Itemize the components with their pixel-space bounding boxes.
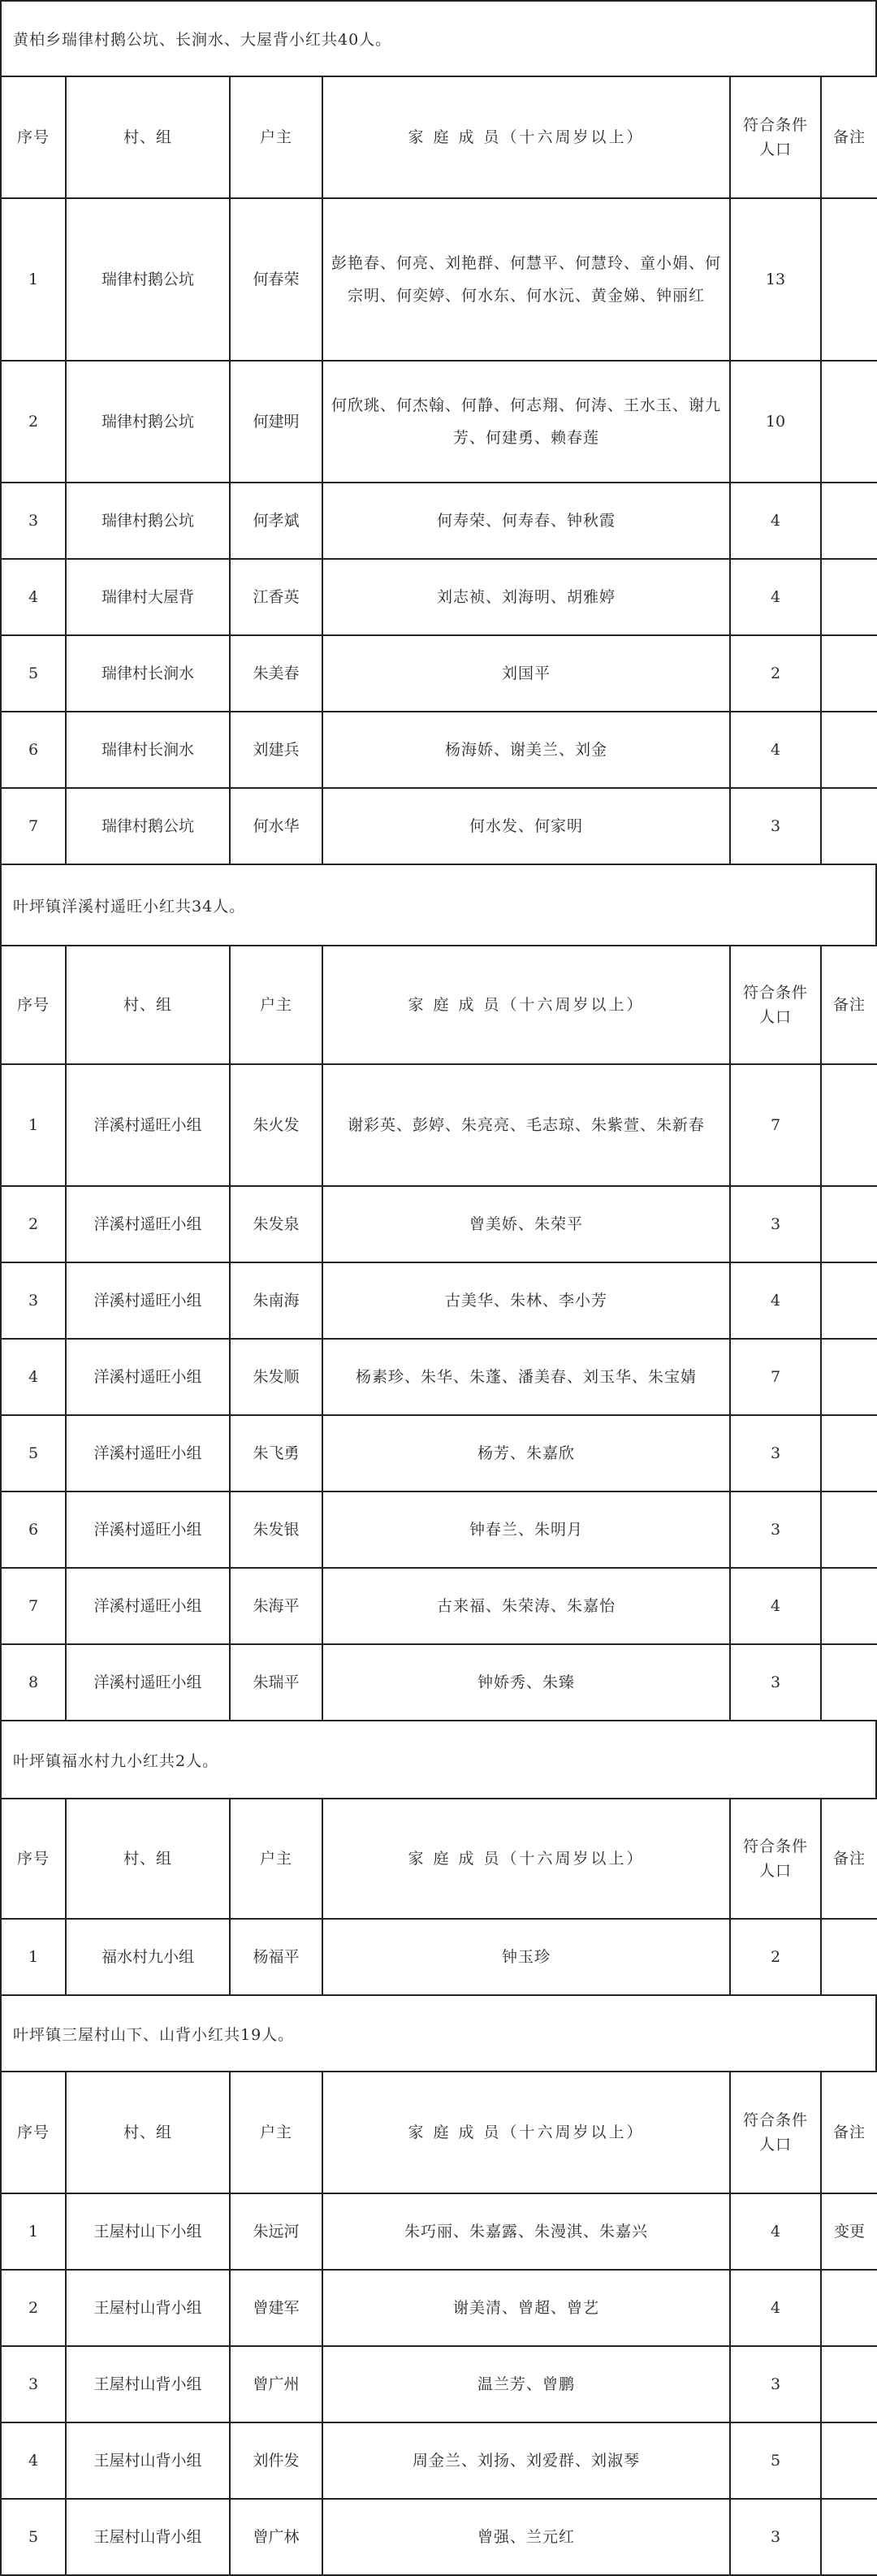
cell-village-group: 王屋村山背小组 — [66, 2346, 230, 2422]
cell-householder: 朱瑞平 — [230, 1644, 322, 1721]
header-village-group: 村、组 — [66, 946, 230, 1064]
table-row — [1, 1064, 877, 1186]
table-row — [1, 2346, 877, 2422]
cell-index: 4 — [1, 2422, 66, 2499]
cell-remarks — [821, 1186, 877, 1262]
cell-eligible: 4 — [730, 1262, 821, 1339]
cell-remarks — [821, 1568, 877, 1644]
cell-remarks — [821, 1491, 877, 1568]
header-eligible: 符合条件人口 — [730, 1799, 821, 1919]
cell-index: 1 — [1, 198, 66, 361]
cell-eligible: 4 — [730, 559, 821, 635]
cell-remarks: 变更 — [821, 2193, 877, 2270]
cell-householder: 曾建军 — [230, 2270, 322, 2346]
table-row — [1, 1491, 877, 1568]
cell-householder: 朱火发 — [230, 1064, 322, 1186]
cell-householder: 刘件发 — [230, 2422, 322, 2499]
cell-index: 1 — [1, 2193, 66, 2270]
cell-members: 何寿荣、何寿春、钟秋霞 — [322, 483, 730, 559]
cell-village-group: 洋溪村遥旺小组 — [66, 1491, 230, 1568]
cell-index: 3 — [1, 1262, 66, 1339]
table-header-row — [1, 946, 877, 1064]
cell-village-group: 瑞律村大屋背 — [66, 559, 230, 635]
cell-eligible: 10 — [730, 361, 821, 483]
cell-members: 曾美娇、朱荣平 — [322, 1186, 730, 1262]
cell-members: 杨海娇、谢美兰、刘金 — [322, 712, 730, 788]
header-remarks: 备注 — [821, 76, 877, 198]
header-householder: 户主 — [230, 76, 322, 198]
cell-village-group: 洋溪村遥旺小组 — [66, 1568, 230, 1644]
cell-remarks — [821, 2270, 877, 2346]
cell-village-group: 王屋村山背小组 — [66, 2499, 230, 2575]
table-row — [1, 1644, 877, 1721]
cell-householder: 何孝斌 — [230, 483, 322, 559]
cell-index: 2 — [1, 361, 66, 483]
cell-index: 7 — [1, 788, 66, 864]
table-row — [1, 1919, 877, 1995]
table-header-row — [1, 1799, 877, 1919]
table-row — [1, 198, 877, 361]
table-row — [1, 635, 877, 712]
cell-village-group: 王屋村山下小组 — [66, 2193, 230, 2270]
cell-members: 周金兰、刘扬、刘爱群、刘淑琴 — [322, 2422, 730, 2499]
cell-village-group: 瑞律村长涧水 — [66, 635, 230, 712]
cell-eligible: 7 — [730, 1064, 821, 1186]
section-title: 叶坪镇三屋村山下、山背小红共19人。 — [0, 1994, 877, 2071]
table-row — [1, 1415, 877, 1491]
cell-eligible: 4 — [730, 712, 821, 788]
cell-householder: 朱发泉 — [230, 1186, 322, 1262]
cell-householder: 何春荣 — [230, 198, 322, 361]
cell-index: 5 — [1, 635, 66, 712]
cell-index: 3 — [1, 483, 66, 559]
cell-remarks — [821, 361, 877, 483]
cell-householder: 曾广林 — [230, 2499, 322, 2575]
table-row — [1, 559, 877, 635]
cell-members: 杨芳、朱嘉欣 — [322, 1415, 730, 1491]
header-eligible: 符合条件人口 — [730, 2072, 821, 2193]
cell-eligible: 7 — [730, 1339, 821, 1415]
cell-remarks — [821, 635, 877, 712]
header-householder: 户主 — [230, 946, 322, 1064]
header-index: 序号 — [1, 1799, 66, 1919]
header-village-group: 村、组 — [66, 2072, 230, 2193]
header-village-group: 村、组 — [66, 76, 230, 198]
cell-index: 4 — [1, 1339, 66, 1415]
cell-village-group: 瑞律村鹅公坑 — [66, 788, 230, 864]
cell-eligible: 4 — [730, 2193, 821, 2270]
header-members: 家 庭 成 员（十六周岁以上） — [322, 946, 730, 1064]
cell-members: 彭艳春、何亮、刘艳群、何慧平、何慧玲、童小娟、何宗明、何奕婷、何水东、何水沅、黄金娣、钟丽红 — [322, 198, 730, 361]
cell-remarks — [821, 559, 877, 635]
header-index: 序号 — [1, 946, 66, 1064]
header-remarks: 备注 — [821, 1799, 877, 1919]
cell-eligible: 13 — [730, 198, 821, 361]
cell-householder: 何水华 — [230, 788, 322, 864]
cell-eligible: 3 — [730, 1415, 821, 1491]
cell-eligible: 5 — [730, 2422, 821, 2499]
cell-remarks — [821, 483, 877, 559]
cell-index: 5 — [1, 2499, 66, 2575]
cell-remarks — [821, 712, 877, 788]
table-row — [1, 788, 877, 864]
cell-householder: 刘建兵 — [230, 712, 322, 788]
cell-village-group: 瑞律村鹅公坑 — [66, 361, 230, 483]
header-members: 家 庭 成 员（十六周岁以上） — [322, 2072, 730, 2193]
cell-village-group: 洋溪村遥旺小组 — [66, 1186, 230, 1262]
household-table — [0, 76, 877, 865]
cell-eligible: 3 — [730, 2346, 821, 2422]
header-members: 家 庭 成 员（十六周岁以上） — [322, 76, 730, 198]
household-table — [0, 2071, 877, 2576]
cell-index: 3 — [1, 2346, 66, 2422]
cell-eligible: 3 — [730, 1491, 821, 1568]
cell-index: 8 — [1, 1644, 66, 1721]
header-householder: 户主 — [230, 2072, 322, 2193]
header-remarks: 备注 — [821, 946, 877, 1064]
header-index: 序号 — [1, 2072, 66, 2193]
cell-village-group: 洋溪村遥旺小组 — [66, 1415, 230, 1491]
cell-members: 古美华、朱林、李小芳 — [322, 1262, 730, 1339]
section-title: 叶坪镇福水村九小红共2人。 — [0, 1720, 877, 1798]
cell-village-group: 洋溪村遥旺小组 — [66, 1644, 230, 1721]
cell-remarks — [821, 2499, 877, 2575]
cell-householder: 朱发银 — [230, 1491, 322, 1568]
cell-index: 6 — [1, 712, 66, 788]
cell-eligible: 4 — [730, 1568, 821, 1644]
table-row — [1, 2193, 877, 2270]
cell-householder: 朱飞勇 — [230, 1415, 322, 1491]
cell-index: 7 — [1, 1568, 66, 1644]
cell-members: 杨素珍、朱华、朱蓬、潘美春、刘玉华、朱宝婧 — [322, 1339, 730, 1415]
cell-village-group: 瑞律村长涧水 — [66, 712, 230, 788]
cell-eligible: 3 — [730, 2499, 821, 2575]
cell-index: 2 — [1, 1186, 66, 1262]
cell-eligible: 4 — [730, 483, 821, 559]
cell-householder: 朱远河 — [230, 2193, 322, 2270]
section-title: 黄柏乡瑞律村鹅公坑、长涧水、大屋背小红共40人。 — [0, 0, 877, 76]
cell-remarks — [821, 1262, 877, 1339]
cell-village-group: 洋溪村遥旺小组 — [66, 1339, 230, 1415]
table-row — [1, 1262, 877, 1339]
cell-remarks — [821, 1644, 877, 1721]
cell-householder: 江香英 — [230, 559, 322, 635]
cell-householder: 曾广州 — [230, 2346, 322, 2422]
cell-remarks — [821, 1919, 877, 1995]
cell-eligible: 3 — [730, 1186, 821, 1262]
household-table — [0, 945, 877, 1721]
header-index: 序号 — [1, 76, 66, 198]
table-row — [1, 2422, 877, 2499]
cell-remarks — [821, 2422, 877, 2499]
cell-members: 朱巧丽、朱嘉露、朱漫淇、朱嘉兴 — [322, 2193, 730, 2270]
cell-remarks — [821, 198, 877, 361]
cell-index: 1 — [1, 1919, 66, 1995]
cell-members: 刘国平 — [322, 635, 730, 712]
cell-members: 谢美清、曾超、曾艺 — [322, 2270, 730, 2346]
header-householder: 户主 — [230, 1799, 322, 1919]
cell-members: 钟娇秀、朱臻 — [322, 1644, 730, 1721]
cell-members: 钟玉珍 — [322, 1919, 730, 1995]
table-header-row — [1, 76, 877, 198]
cell-remarks — [821, 2346, 877, 2422]
cell-village-group: 福水村九小组 — [66, 1919, 230, 1995]
cell-village-group: 洋溪村遥旺小组 — [66, 1262, 230, 1339]
cell-members: 谢彩英、彭婷、朱亮亮、毛志琼、朱紫萱、朱新春 — [322, 1064, 730, 1186]
cell-householder: 朱海平 — [230, 1568, 322, 1644]
cell-village-group: 洋溪村遥旺小组 — [66, 1064, 230, 1186]
cell-remarks — [821, 1064, 877, 1186]
table-row — [1, 2270, 877, 2346]
cell-householder: 何建明 — [230, 361, 322, 483]
cell-members: 温兰芳、曾鹏 — [322, 2346, 730, 2422]
table-row — [1, 1568, 877, 1644]
cell-members: 何欣珧、何杰翰、何静、何志翔、何涛、王水玉、谢九芳、何建勇、赖春莲 — [322, 361, 730, 483]
table-row — [1, 483, 877, 559]
cell-village-group: 王屋村山背小组 — [66, 2422, 230, 2499]
cell-householder: 朱发顺 — [230, 1339, 322, 1415]
cell-eligible: 3 — [730, 1644, 821, 1721]
table-row — [1, 361, 877, 483]
household-table — [0, 1798, 877, 1996]
table-row — [1, 712, 877, 788]
cell-householder: 朱南海 — [230, 1262, 322, 1339]
header-village-group: 村、组 — [66, 1799, 230, 1919]
cell-eligible: 4 — [730, 2270, 821, 2346]
cell-remarks — [821, 1339, 877, 1415]
cell-index: 4 — [1, 559, 66, 635]
cell-eligible: 2 — [730, 635, 821, 712]
cell-index: 6 — [1, 1491, 66, 1568]
table-header-row — [1, 2072, 877, 2193]
header-eligible: 符合条件人口 — [730, 76, 821, 198]
cell-members: 刘志祯、刘海明、胡雅婷 — [322, 559, 730, 635]
cell-index: 5 — [1, 1415, 66, 1491]
header-members: 家 庭 成 员（十六周岁以上） — [322, 1799, 730, 1919]
table-row — [1, 1339, 877, 1415]
cell-members: 古来福、朱荣涛、朱嘉怡 — [322, 1568, 730, 1644]
cell-members: 何水发、何家明 — [322, 788, 730, 864]
section-title: 叶坪镇洋溪村遥旺小红共34人。 — [0, 864, 877, 945]
cell-householder: 杨福平 — [230, 1919, 322, 1995]
cell-remarks — [821, 788, 877, 864]
cell-eligible: 2 — [730, 1919, 821, 1995]
table-row — [1, 2499, 877, 2575]
cell-village-group: 王屋村山背小组 — [66, 2270, 230, 2346]
cell-remarks — [821, 1415, 877, 1491]
cell-index: 2 — [1, 2270, 66, 2346]
cell-eligible: 3 — [730, 788, 821, 864]
header-remarks: 备注 — [821, 2072, 877, 2193]
header-eligible: 符合条件人口 — [730, 946, 821, 1064]
cell-members: 钟春兰、朱明月 — [322, 1491, 730, 1568]
table-row — [1, 1186, 877, 1262]
cell-village-group: 瑞律村鹅公坑 — [66, 483, 230, 559]
cell-members: 曾强、兰元红 — [322, 2499, 730, 2575]
cell-householder: 朱美春 — [230, 635, 322, 712]
cell-village-group: 瑞律村鹅公坑 — [66, 198, 230, 361]
cell-index: 1 — [1, 1064, 66, 1186]
